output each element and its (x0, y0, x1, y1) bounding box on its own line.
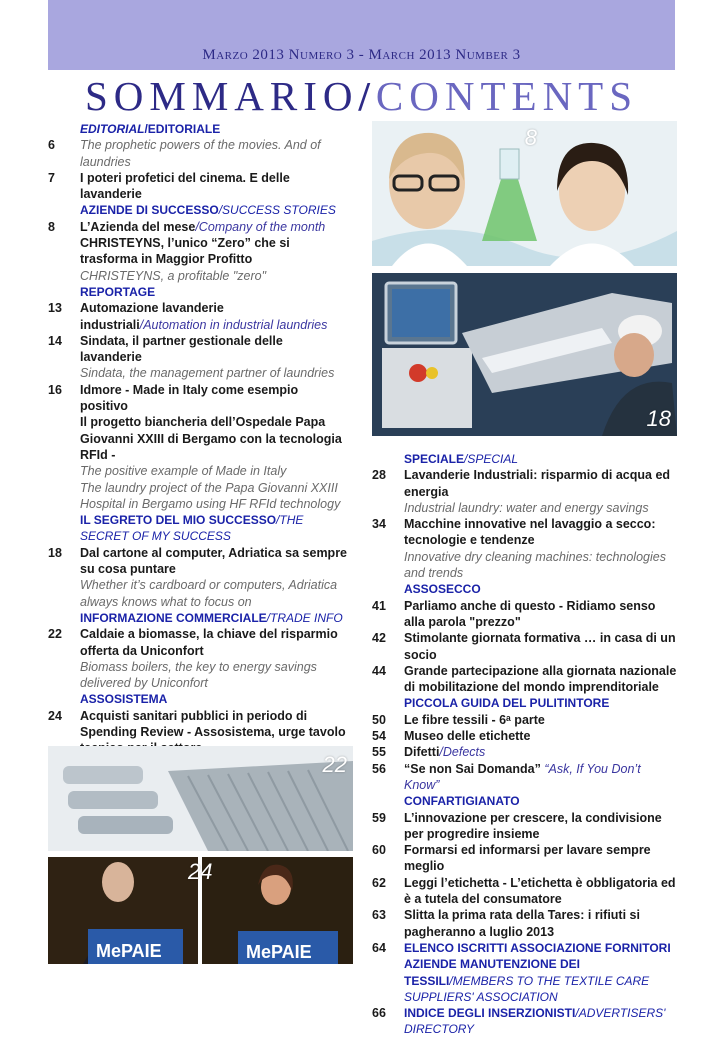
entry-title-part: L’Azienda del mese (80, 219, 196, 234)
entry-title-part: “Se non Sai Domanda” (404, 761, 541, 776)
issue-line (48, 47, 675, 64)
page-number: 28 (372, 468, 386, 483)
section-assosistema[interactable]: ASSOSISTEMA (80, 692, 168, 707)
section-secret-of-success[interactable] (48, 512, 348, 545)
entry-title (404, 744, 677, 760)
entry-title: Dal cartone al computer, Adriatica sa sempre su cosa puntare (80, 545, 348, 577)
toc-entry[interactable] (372, 875, 677, 908)
page-number: 62 (372, 875, 386, 890)
page-number: 16 (48, 382, 62, 397)
photo-industrial-laundry-illustration (372, 273, 677, 436)
entry-title-translation: /ADVERTISERS' DIRECTORY (404, 1006, 666, 1037)
entry-title (80, 300, 348, 333)
section-label: INFORMAZIONE COMMERCIALE (80, 610, 267, 625)
page-number: 60 (372, 843, 386, 858)
page-number: 34 (372, 517, 386, 532)
section-confartigianato[interactable]: CONFARTIGIANATO (404, 794, 520, 809)
page-number: 41 (372, 598, 386, 613)
page-number: 13 (48, 301, 62, 316)
section-label-alt: /TRADE INFO (266, 610, 343, 625)
entry-title: Macchine innovative nel lavaggio a secco: tecnologie e tendenze (404, 517, 656, 548)
section-assosecco[interactable]: ASSOSECCO (404, 582, 481, 597)
page-number: 42 (372, 631, 386, 646)
toc-entry[interactable] (372, 1005, 677, 1038)
section-reportage[interactable]: REPORTAGE (80, 284, 156, 299)
entry-title-part: ELENCO ISCRITTI ASSOCIAZIONE FORNITORI AZIENDE MANUTENZIONE DEI TESSILI (404, 940, 671, 988)
photo-lab-women[interactable] (372, 121, 677, 266)
entry-subtitle: Innovative dry cleaning machines: technologies and trends (404, 549, 666, 581)
page-number: 8 (48, 219, 55, 234)
entry-title: Il progetto biancheria dell’Ospedale Papa Giovanni XXIII di Bergamo con la tecnologia RFId - (80, 415, 342, 462)
toc-entry[interactable] (372, 728, 677, 744)
photo-boiler-illustration (48, 746, 353, 851)
entry-subtitle: Sindata, the management partner of laundries (80, 366, 335, 381)
section-label-alt: /SPECIAL (464, 452, 519, 466)
page-number: 14 (48, 333, 62, 348)
entry-subtitle: CHRISTEYNS, a profitable "zero" (80, 268, 267, 283)
entry-subtitle: The laundry project of the Papa Giovanni XXIII Hospital in Bergamo using HF RFId technology (80, 480, 341, 511)
toc-entry[interactable] (372, 744, 677, 760)
entry-title-part: INDICE DEGLI INSERZIONISTI (404, 1006, 576, 1021)
section-label: IL SEGRETO DEL MIO SUCCESSO (80, 513, 277, 528)
title-slash: / (358, 73, 376, 119)
entry-title-translation: /Company of the month (195, 219, 326, 234)
section-label-alt: /EDITORIALE (144, 122, 221, 136)
entry-subtitle: Whether it’s cardboard or computers, Adriatica always knows what to focus on (80, 578, 338, 609)
entry-title-translation: /Automation in industrial laundries (139, 317, 328, 332)
page-number: 44 (372, 663, 386, 678)
issue-italian: Marzo 2013 Numero 3 (202, 47, 355, 63)
page-ref-label: 22 (322, 752, 347, 777)
toc-entry[interactable] (48, 626, 348, 691)
page-number: 18 (48, 545, 62, 560)
right-column (372, 451, 677, 1038)
page-number: 24 (48, 708, 62, 723)
title-italian: SOMMARIO (84, 73, 359, 119)
toc-entry[interactable] (48, 137, 348, 170)
page-number: 64 (372, 940, 386, 955)
entry-title-part: Difetti (404, 745, 440, 760)
toc-entry[interactable] (48, 382, 348, 512)
entry-subtitle: Industrial laundry: water and energy savings (404, 500, 649, 515)
entry-title: Museo delle etichette (404, 729, 531, 744)
toc-entry[interactable] (372, 663, 677, 696)
podium-sign-left: MePAIE (96, 941, 162, 961)
entry-title: Sindata, il partner gestionale delle lavanderie (80, 333, 283, 365)
page-number: 6 (48, 138, 55, 153)
entry-title: Formarsi ed informarsi per lavare sempre meglio (404, 843, 651, 874)
photo-boiler-machinery[interactable] (48, 746, 353, 851)
section-piccola-guida[interactable]: PICCOLA GUIDA DEL PULITINTORE (404, 696, 610, 711)
toc-entry[interactable] (372, 907, 677, 940)
section-success-stories[interactable] (48, 202, 348, 218)
section-special[interactable] (372, 451, 677, 467)
entry-title (80, 219, 348, 235)
entry-title: Stimolante giornata formativa … in casa di un socio (404, 631, 676, 662)
toc-entry[interactable] (48, 170, 348, 203)
page-ref-label: 18 (646, 406, 671, 431)
page-number: 50 (372, 712, 386, 727)
entry-title: CHRISTEYNS, l’unico “Zero” che si trasforma in Maggior Profitto (80, 236, 290, 267)
toc-entry[interactable] (372, 761, 677, 794)
section-label: SPECIALE (404, 452, 465, 466)
page-ref-label: 24 (188, 859, 213, 884)
title-english: CONTENTS (375, 73, 639, 119)
entry-title: Lavanderie Industriali: risparmio di acqua ed energia (404, 468, 671, 499)
entry-title-translation: “Ask, If You Don’t Know” (404, 761, 641, 792)
page-number: 66 (372, 1006, 386, 1021)
entry-title: Leggi l’etichetta - L’etichetta è obbligatoria ed è a tutela del consumatore (404, 875, 676, 907)
toc-entry[interactable] (48, 300, 348, 333)
section-label-alt: /THE SECRET OF MY SUCCESS (80, 513, 304, 544)
entry-title (404, 940, 677, 1005)
page-number: 56 (372, 761, 386, 776)
toc-entry[interactable] (372, 516, 677, 581)
issue-english: March 2013 Number 3 (368, 47, 521, 63)
toc-entry[interactable] (48, 545, 348, 610)
toc-entry[interactable] (372, 467, 677, 516)
entry-title: Caldaie a biomasse, la chiave del risparmio offerta da Uniconfort (80, 627, 338, 658)
page-number: 7 (48, 170, 55, 185)
entry-title: Slitta la prima rata della Tares: i rifiuti si pagheranno a luglio 2013 (404, 908, 640, 939)
page-number: 54 (372, 729, 386, 744)
entry-title: Le fibre tessili - 6ᵃ parte (404, 712, 545, 727)
section-label: EDITORIAL (80, 122, 145, 136)
entry-title: Grande partecipazione alla giornata nazionale di mobilitazione del mondo imprenditoriale (404, 663, 677, 695)
page-number: 59 (372, 810, 386, 825)
toc-entry[interactable] (372, 598, 677, 631)
entry-title-part: Automazione lavanderie industriali (80, 301, 224, 332)
entry-subtitle: The positive example of Made in Italy (80, 464, 287, 479)
toc-entry[interactable] (372, 712, 677, 728)
entry-title: Acquisti sanitari pubblici in periodo di Spending Review - Assosistema, urge tavolo (80, 708, 346, 739)
podium-sign-right: MePAIE (246, 942, 312, 962)
section-editorial[interactable] (48, 121, 348, 137)
entry-subtitle: Biomass boilers, the key to energy savings delivered by Uniconfort (80, 659, 317, 691)
toc-entry[interactable] (372, 630, 677, 663)
toc-entry[interactable] (48, 219, 348, 284)
entry-title: L’innovazione per crescere, la condivisione per progredire insieme (404, 810, 662, 841)
photo-industrial-laundry[interactable] (372, 273, 677, 436)
entry-subtitle: The prophetic powers of the movies. And of laundries (80, 138, 321, 169)
page-title (48, 72, 675, 120)
page-number: 22 (48, 627, 62, 642)
entry-title: Parliamo anche di questo - Ridiamo senso alla parola "prezzo" (404, 598, 656, 629)
entry-title: I poteri profetici del cinema. E delle lavanderie (80, 170, 290, 202)
toc-entry[interactable] (372, 940, 677, 1005)
entry-title-translation: /MEMBERS TO THE TEXTILE CARE SUPPLIERS' ASSOCIATION (404, 973, 650, 1004)
entry-title (404, 1005, 677, 1038)
entry-title-translation: /Defects (439, 745, 486, 760)
entry-title (404, 761, 677, 794)
section-trade-info[interactable] (48, 610, 348, 626)
page-number: 55 (372, 745, 386, 760)
entry-title: Idmore - Made in Italy come esempio positivo (80, 382, 299, 414)
toc-entry[interactable] (372, 842, 677, 875)
toc-entry[interactable] (372, 810, 677, 843)
page-number: 63 (372, 908, 386, 923)
section-label: AZIENDE DI SUCCESSO (80, 203, 219, 218)
photo-conference-speakers[interactable] (48, 857, 353, 964)
issue-separator: - (354, 47, 369, 63)
section-label-alt: /SUCCESS STORIES (218, 203, 336, 218)
left-column (48, 121, 348, 805)
toc-entry[interactable] (48, 333, 348, 382)
page-ref-label: 8 (524, 125, 537, 150)
